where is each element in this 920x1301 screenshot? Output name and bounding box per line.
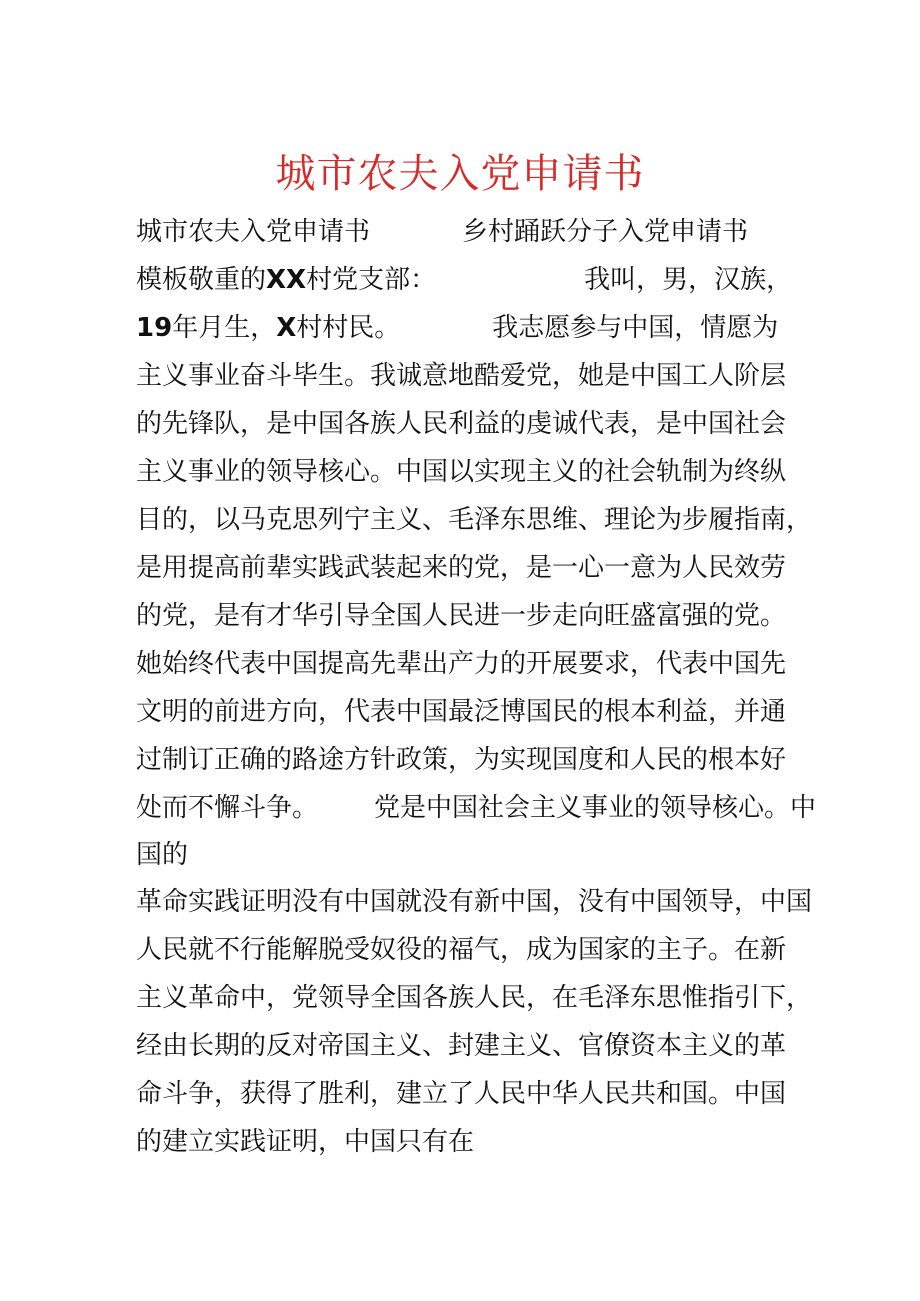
text-segment: 国的 — [136, 840, 189, 870]
text-bold: XX — [266, 265, 307, 295]
body-line-7 — [136, 496, 813, 544]
body-line-4 — [136, 352, 796, 400]
text-segment: 处而不懈斗争。 — [136, 793, 319, 823]
text-segment: 的先锋队，是中国各族人民利益的虔诚代表，是中国社会 — [136, 409, 787, 439]
text-segment: 文明的前进方向，代表中国最泛博国民的根本利益，并通 — [136, 697, 787, 727]
text-segment: 的党，是有才华引导全国人民进一步走向旺盛富强的党。 — [136, 601, 787, 631]
text-segment: 过制订正确的路途方针政策，为实现国度和人民的根本好 — [136, 745, 787, 775]
body-line-9 — [136, 592, 796, 640]
text-segment: 人民就不行能解脱受奴役的福气，成为国家的主子。在新 — [136, 935, 787, 965]
text-segment: 主义事业奋斗毕生。我诚意地酷爱党，她是中国工人阶层 — [136, 361, 787, 391]
body-line-8 — [136, 544, 796, 592]
body-line-13 — [136, 784, 817, 832]
body-line-20 — [136, 1118, 796, 1166]
text-segment: 我志愿参与中国，情愿为 — [492, 313, 779, 343]
text-segment: 主义事业的领导核心。中国以实现主义的社会轨制为终纵 — [136, 457, 787, 487]
text-segment: 村党支部： — [306, 265, 437, 295]
text-segment: 革命实践证明没有中国就没有新中国，没有中国领导，中国 — [136, 887, 813, 917]
text-segment: 乡村踊跃分子入党申请书 — [462, 217, 749, 247]
document-title: 城市农夫入党申请书 — [275, 151, 645, 197]
body-line-14 — [136, 832, 796, 878]
body-line-6 — [136, 448, 796, 496]
document-body — [136, 208, 817, 1166]
text-bold: X — [276, 313, 297, 343]
text-segment: 村村民。 — [296, 313, 401, 343]
text-segment: 主义革命中，党领导全国各族人民，在毛泽东思惟指引下， — [136, 983, 813, 1013]
text-segment: 我叫，男，汉族， — [584, 265, 793, 295]
body-line-2 — [136, 256, 796, 304]
text-segment: 城市农夫入党申请书 — [136, 217, 371, 247]
body-line-3 — [136, 304, 796, 352]
text-segment: 经由长期的反对帝国主义、封建主义、官僚资本主义的革 — [136, 1031, 787, 1061]
text-bold: 19 — [136, 313, 173, 343]
body-line-17 — [136, 974, 813, 1022]
body-line-11 — [136, 688, 796, 736]
text-segment: 目的，以马克思列宁主义、毛泽东思维、理论为步履指南， — [136, 505, 813, 535]
body-line-19 — [136, 1070, 796, 1118]
text-segment: 的建立实践证明，中国只有在 — [136, 1127, 475, 1157]
body-line-16 — [136, 926, 796, 974]
text-segment: 党是中国社会主义事业的领导核心。中 — [374, 793, 817, 823]
text-segment: 她始终代表中国提高先辈出产力的开展要求，代表中国先 — [136, 649, 787, 679]
body-line-1 — [136, 208, 796, 256]
text-segment: 命斗争，获得了胜利，建立了人民中华人民共和国。中国 — [136, 1079, 787, 1109]
body-line-18 — [136, 1022, 796, 1070]
body-line-5 — [136, 400, 796, 448]
text-segment: 是用提高前辈实践武装起来的党，是一心一意为人民效劳 — [136, 553, 787, 583]
body-line-10 — [136, 640, 796, 688]
body-line-12 — [136, 736, 796, 784]
text-segment: 年月生， — [172, 313, 277, 343]
text-segment: 模板敬重的 — [136, 265, 267, 295]
body-line-15 — [136, 878, 813, 926]
